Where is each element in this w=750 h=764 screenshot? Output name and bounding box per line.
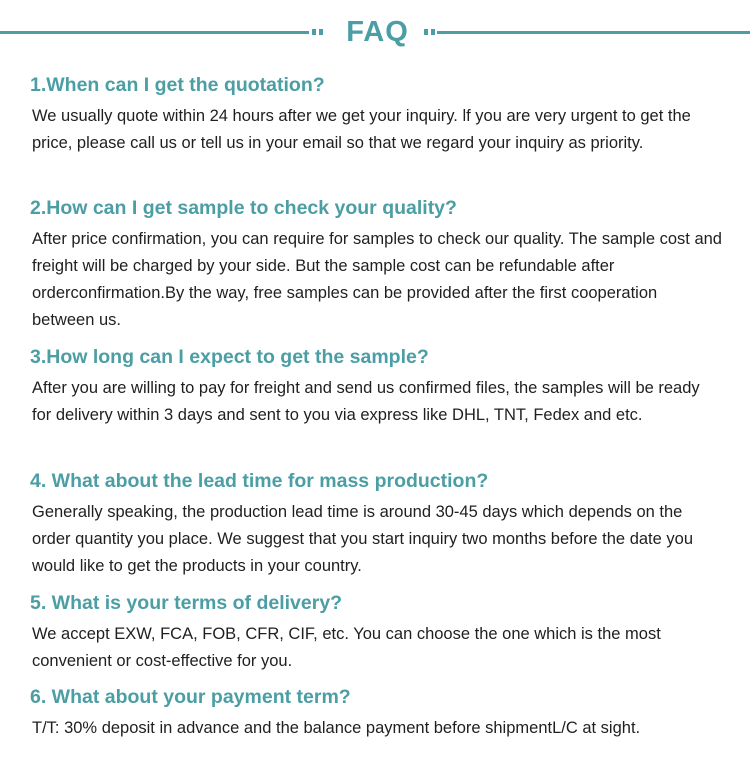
header-dots-right	[424, 29, 435, 35]
header-rule-left	[0, 31, 309, 34]
faq-answer: After price confirmation, you can require for samples to check our quality. The sample cost and freight will be charged by your side. But the sample cost can be refundable after orderconfirmation.By the way, free samples can be provided after the first cooperation between us.	[32, 230, 722, 329]
faq-question: 5. What is your terms of delivery?	[30, 592, 343, 614]
header-rule-right	[437, 31, 750, 34]
faq-header	[0, 12, 750, 52]
faq-question: 4. What about the lead time for mass production?	[30, 470, 489, 492]
faq-answer: T/T: 30% deposit in advance and the balance payment before shipmentL/C at sight.	[32, 719, 641, 737]
faq-answer: We usually quote within 24 hours after we get your inquiry. lf you are very urgent to get the price, please call us or tell us in your email so that we regard your inquiry as priority.	[32, 107, 691, 152]
faq-answer: Generally speaking, the production lead time is around 30-45 days which depends on the order quantity you place. We suggest that you start inquiry two months before the date you would like to get the products in your country.	[32, 503, 693, 575]
faq-question: 2.How can I get sample to check your quality?	[30, 197, 457, 219]
faq-answer: We accept EXW, FCA, FOB, CFR, CIF, etc. You can choose the one which is the most convenient or cost-effective for you.	[32, 625, 661, 670]
faq-answer: After you are willing to pay for freight and send us confirmed files, the samples will be ready for delivery within 3 days and sent to you via express like DHL, TNT, Fedex and etc.	[32, 379, 700, 424]
faq-question: 3.How long can I expect to get the sample?	[30, 346, 429, 368]
header-dots-left	[312, 29, 323, 35]
faq-question: 6. What about your payment term?	[30, 686, 351, 708]
page-title: FAQ	[346, 16, 409, 48]
faq-question: 1.When can I get the quotation?	[30, 74, 325, 96]
